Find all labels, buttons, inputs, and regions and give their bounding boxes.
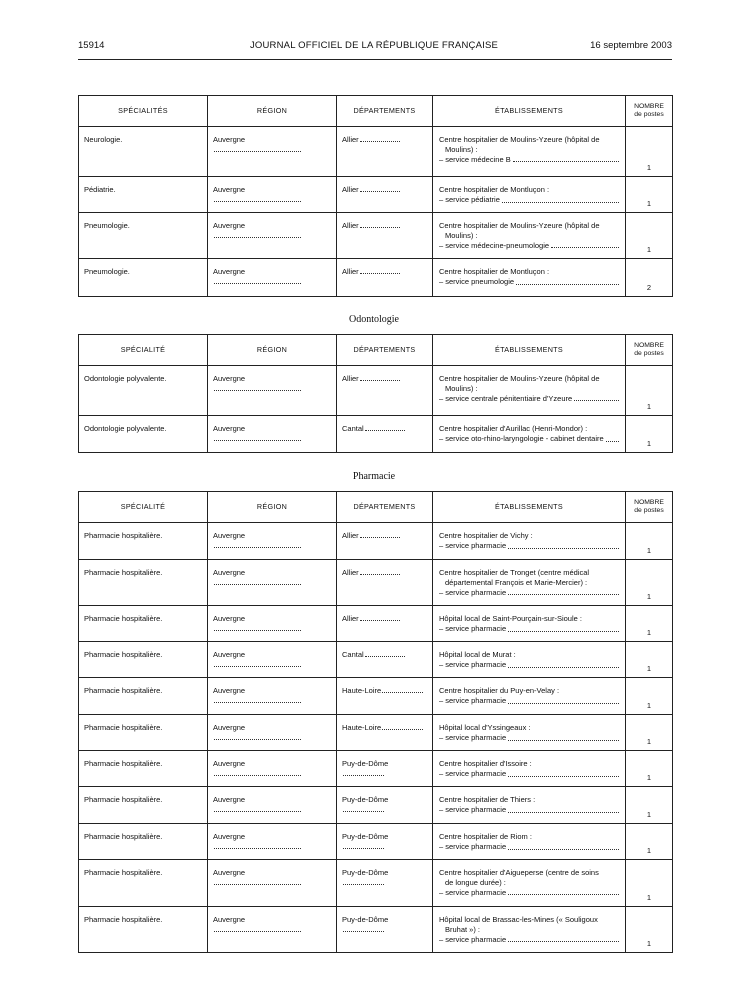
section-title-odontologie: Odontologie: [349, 314, 399, 325]
cell-specialite: Pédiatrie.: [79, 177, 208, 213]
region-text: Auvergne: [213, 795, 246, 804]
cell-departement: [337, 127, 433, 177]
dot-leader: [214, 440, 301, 441]
col-header-specialite: SPÉCIALITÉ: [79, 492, 208, 523]
service-text: – service centrale pénitentiaire d'Yzeure: [439, 393, 573, 403]
dot-leader: [214, 702, 301, 703]
etablissement-line: Centre hospitalier de Moulins-Yzeure (hôpital de: [439, 221, 600, 230]
dot-leader: [508, 842, 619, 850]
service-text: – service pneumologie: [439, 276, 515, 286]
table-row: [79, 751, 673, 787]
dot-leader: [360, 227, 401, 228]
service-line: [439, 624, 619, 634]
cell-etablissement: [433, 715, 626, 751]
departement-text: Cantal: [342, 424, 364, 433]
cell-region: [208, 560, 337, 606]
cell-region: [208, 751, 337, 787]
service-line: [439, 769, 619, 779]
region-text: Auvergne: [213, 759, 246, 768]
cell-nombre: 1: [626, 366, 673, 416]
region-text: Auvergne: [213, 424, 246, 433]
col-header-departements: DÉPARTEMENTS: [337, 96, 433, 127]
dot-leader: [508, 696, 619, 704]
region-text: Auvergne: [213, 650, 246, 659]
cell-departement: [337, 824, 433, 860]
departement-text: Cantal: [342, 650, 364, 659]
dot-leader: [343, 931, 384, 932]
departement-text: Haute-Loire: [342, 723, 382, 732]
departement-text: Haute-Loire: [342, 686, 382, 695]
service-text: – service pharmacie: [439, 841, 507, 851]
cell-departement: [337, 366, 433, 416]
table-row: [79, 606, 673, 642]
dot-leader: [516, 277, 619, 285]
cell-specialite: Pharmacie hospitalière.: [79, 751, 208, 787]
cell-region: [208, 416, 337, 453]
cell-departement: [337, 523, 433, 560]
region-text: Auvergne: [213, 723, 246, 732]
table-row: [79, 416, 673, 453]
dot-leader: [360, 380, 401, 381]
dot-leader: [343, 775, 384, 776]
table-row: [79, 259, 673, 297]
cell-region: [208, 523, 337, 560]
cell-specialite: Neurologie.: [79, 127, 208, 177]
cell-region: [208, 642, 337, 678]
cell-region: [208, 259, 337, 297]
page-number: 15914: [78, 40, 105, 51]
cell-nombre: 1: [626, 715, 673, 751]
service-line: [439, 888, 619, 898]
col-header-nombre: NOMBRE de postes: [626, 96, 673, 127]
cell-specialite: Pneumologie.: [79, 213, 208, 259]
cell-specialite: Pharmacie hospitalière.: [79, 606, 208, 642]
col-header-region: RÉGION: [208, 96, 337, 127]
dot-leader: [214, 848, 301, 849]
service-text: – service pharmacie: [439, 695, 507, 705]
cell-region: [208, 907, 337, 953]
dot-leader: [214, 811, 301, 812]
table-row: [79, 177, 673, 213]
region-text: Auvergne: [213, 568, 246, 577]
service-line: [439, 805, 619, 815]
col-header-nombre: NOMBRE de postes: [626, 335, 673, 366]
etablissement-line: Centre hospitalier de Thiers :: [439, 795, 536, 804]
cell-etablissement: [433, 678, 626, 715]
service-line: [439, 696, 619, 706]
dot-leader: [214, 775, 301, 776]
service-line: [439, 434, 619, 444]
dot-leader: [214, 630, 301, 631]
cell-region: [208, 860, 337, 907]
service-text: – service pharmacie: [439, 659, 507, 669]
cell-nombre: 1: [626, 523, 673, 560]
cell-nombre: 1: [626, 560, 673, 606]
service-text: – service pharmacie: [439, 934, 507, 944]
cell-nombre: 1: [626, 642, 673, 678]
cell-region: [208, 213, 337, 259]
etablissement-line: Centre hospitalier de Moulins-Yzeure (hôpital de: [439, 135, 600, 144]
cell-specialite: Pharmacie hospitalière.: [79, 642, 208, 678]
table-row: [79, 860, 673, 907]
cell-departement: [337, 907, 433, 953]
cell-specialite: Pharmacie hospitalière.: [79, 560, 208, 606]
etablissement-line: Hôpital local de Saint-Pourçain-sur-Sioule :: [439, 614, 582, 623]
service-text: – service médecine-pneumologie: [439, 240, 550, 250]
dot-leader: [508, 769, 619, 777]
cell-departement: [337, 606, 433, 642]
departement-text: Allier: [342, 135, 359, 144]
dot-leader: [513, 155, 619, 163]
dot-leader: [214, 584, 301, 585]
cell-region: [208, 606, 337, 642]
table-specialites: [78, 95, 673, 297]
service-text: – service pharmacie: [439, 623, 507, 633]
dot-leader: [214, 739, 301, 740]
departement-text: Allier: [342, 185, 359, 194]
etablissement-line: départemental François et Marie-Mercier) :: [445, 577, 588, 587]
table-row: [79, 824, 673, 860]
dot-leader: [214, 547, 301, 548]
cell-departement: [337, 259, 433, 297]
cell-departement: [337, 678, 433, 715]
cell-etablissement: [433, 213, 626, 259]
cell-nombre: 1: [626, 787, 673, 824]
departement-text: Puy-de-Dôme: [342, 915, 389, 924]
etablissement-line: Hôpital local d'Yssingeaux :: [439, 723, 531, 732]
dot-leader: [360, 574, 401, 575]
col-header-departements: DÉPARTEMENTS: [337, 492, 433, 523]
cell-departement: [337, 860, 433, 907]
dot-leader: [508, 588, 619, 596]
dot-leader: [606, 434, 619, 442]
dot-leader: [365, 656, 406, 657]
table-row: [79, 678, 673, 715]
cell-region: [208, 678, 337, 715]
departement-text: Allier: [342, 531, 359, 540]
region-text: Auvergne: [213, 614, 246, 623]
cell-region: [208, 824, 337, 860]
etablissement-line: Centre hospitalier de Vichy :: [439, 531, 533, 540]
departement-text: Puy-de-Dôme: [342, 759, 389, 768]
departement-text: Allier: [342, 267, 359, 276]
dot-leader: [502, 195, 619, 203]
cell-specialite: Pharmacie hospitalière.: [79, 787, 208, 824]
dot-leader: [214, 884, 301, 885]
cell-nombre: 1: [626, 824, 673, 860]
region-text: Auvergne: [213, 915, 246, 924]
etablissement-line: Centre hospitalier d'Issoire :: [439, 759, 532, 768]
service-line: [439, 241, 619, 251]
section-title-pharmacie: Pharmacie: [352, 471, 396, 482]
col-header-departements: DÉPARTEMENTS: [337, 335, 433, 366]
service-line: [439, 935, 619, 945]
etablissement-line: Bruhat ») :: [445, 924, 481, 934]
dot-leader: [508, 660, 619, 668]
etablissement-line: Centre hospitalier du Puy-en-Velay :: [439, 686, 560, 695]
departement-text: Puy-de-Dôme: [342, 832, 389, 841]
cell-etablissement: [433, 127, 626, 177]
dot-leader: [508, 805, 619, 813]
etablissement-line: Moulins) :: [445, 383, 478, 393]
region-text: Auvergne: [213, 135, 246, 144]
service-text: – service pharmacie: [439, 768, 507, 778]
cell-specialite: Pharmacie hospitalière.: [79, 678, 208, 715]
service-line: [439, 394, 619, 404]
cell-nombre: 1: [626, 606, 673, 642]
dot-leader: [214, 390, 301, 391]
service-text: – service oto-rhino-laryngologie - cabinet dentaire: [439, 433, 604, 443]
cell-specialite: Odontologie polyvalente.: [79, 366, 208, 416]
service-text: – service pédiatrie: [439, 194, 500, 204]
cell-nombre: 1: [626, 416, 673, 453]
cell-departement: [337, 787, 433, 824]
departement-text: Allier: [342, 614, 359, 623]
col-header-region: RÉGION: [208, 335, 337, 366]
cell-region: [208, 787, 337, 824]
etablissement-line: Hôpital local de Murat :: [439, 650, 516, 659]
service-text: – service pharmacie: [439, 732, 507, 742]
departement-text: Allier: [342, 221, 359, 230]
cell-etablissement: [433, 177, 626, 213]
cell-departement: [337, 751, 433, 787]
dot-leader: [508, 733, 619, 741]
col-header-etablissements: ÉTABLISSEMENTS: [433, 335, 626, 366]
col-header-specialite: SPÉCIALITÉS: [79, 96, 208, 127]
cell-nombre: 1: [626, 860, 673, 907]
dot-leader: [382, 729, 423, 730]
table-row: [79, 560, 673, 606]
departement-text: Puy-de-Dôme: [342, 868, 389, 877]
dot-leader: [343, 848, 384, 849]
departement-text: Allier: [342, 374, 359, 383]
service-line: [439, 842, 619, 852]
dot-leader: [214, 931, 301, 932]
cell-nombre: 1: [626, 907, 673, 953]
dot-leader: [214, 201, 301, 202]
region-text: Auvergne: [213, 832, 246, 841]
service-line: [439, 277, 619, 287]
region-text: Auvergne: [213, 531, 246, 540]
cell-etablissement: [433, 751, 626, 787]
service-text: – service pharmacie: [439, 587, 507, 597]
cell-etablissement: [433, 907, 626, 953]
cell-etablissement: [433, 259, 626, 297]
etablissement-line: de longue durée) :: [445, 877, 506, 887]
dot-leader: [508, 541, 619, 549]
dot-leader: [214, 666, 301, 667]
region-text: Auvergne: [213, 267, 246, 276]
departement-text: Puy-de-Dôme: [342, 795, 389, 804]
service-text: – service pharmacie: [439, 804, 507, 814]
col-header-etablissements: ÉTABLISSEMENTS: [433, 492, 626, 523]
table-row: [79, 127, 673, 177]
dot-leader: [574, 394, 619, 402]
etablissement-line: Centre hospitalier d'Aigueperse (centre de soins: [439, 868, 599, 877]
table-row: [79, 213, 673, 259]
cell-region: [208, 127, 337, 177]
cell-specialite: Pharmacie hospitalière.: [79, 523, 208, 560]
dot-leader: [343, 811, 384, 812]
cell-region: [208, 177, 337, 213]
cell-specialite: Pharmacie hospitalière.: [79, 715, 208, 751]
table-row: [79, 787, 673, 824]
cell-specialite: Pneumologie.: [79, 259, 208, 297]
cell-departement: [337, 715, 433, 751]
etablissement-line: Centre hospitalier de Montluçon :: [439, 267, 550, 276]
dot-leader: [508, 624, 619, 632]
cell-etablissement: [433, 824, 626, 860]
cell-departement: [337, 560, 433, 606]
cell-specialite: Odontologie polyvalente.: [79, 416, 208, 453]
service-text: – service pharmacie: [439, 540, 507, 550]
cell-nombre: 1: [626, 678, 673, 715]
dot-leader: [360, 191, 401, 192]
etablissement-line: Hôpital local de Brassac-les-Mines (« Souligoux: [439, 915, 598, 924]
dot-leader: [360, 273, 401, 274]
cell-etablissement: [433, 860, 626, 907]
table-row: [79, 523, 673, 560]
header-rule: [78, 59, 672, 60]
dot-leader: [551, 241, 619, 249]
col-header-nombre: NOMBRE de postes: [626, 492, 673, 523]
cell-etablissement: [433, 366, 626, 416]
service-line: [439, 541, 619, 551]
region-text: Auvergne: [213, 868, 246, 877]
cell-nombre: 1: [626, 213, 673, 259]
table-odontologie: [78, 334, 673, 453]
col-header-specialite: SPÉCIALITÉ: [79, 335, 208, 366]
departement-text: Allier: [342, 568, 359, 577]
etablissement-line: Centre hospitalier de Moulins-Yzeure (hôpital de: [439, 374, 600, 383]
publication-date: 16 septembre 2003: [590, 40, 672, 51]
dot-leader: [214, 283, 301, 284]
dot-leader: [508, 888, 619, 896]
etablissement-line: Centre hospitalier d'Aurillac (Henri-Mondor) :: [439, 424, 588, 433]
etablissement-line: Moulins) :: [445, 144, 478, 154]
service-line: [439, 733, 619, 743]
service-line: [439, 195, 619, 205]
region-text: Auvergne: [213, 686, 246, 695]
etablissement-line: Centre hospitalier de Montluçon :: [439, 185, 550, 194]
cell-specialite: Pharmacie hospitalière.: [79, 907, 208, 953]
cell-departement: [337, 213, 433, 259]
region-text: Auvergne: [213, 185, 246, 194]
table-pharmacie: [78, 491, 673, 953]
service-text: – service médecine B: [439, 154, 511, 164]
cell-specialite: Pharmacie hospitalière.: [79, 824, 208, 860]
region-text: Auvergne: [213, 374, 246, 383]
cell-nombre: 1: [626, 127, 673, 177]
region-text: Auvergne: [213, 221, 246, 230]
service-line: [439, 155, 619, 165]
cell-region: [208, 715, 337, 751]
table-row: [79, 366, 673, 416]
service-text: – service pharmacie: [439, 887, 507, 897]
dot-leader: [365, 430, 406, 431]
cell-departement: [337, 177, 433, 213]
etablissement-line: Moulins) :: [445, 230, 478, 240]
cell-nombre: 1: [626, 751, 673, 787]
dot-leader: [382, 692, 423, 693]
cell-nombre: 2: [626, 259, 673, 297]
dot-leader: [360, 620, 401, 621]
cell-nombre: 1: [626, 177, 673, 213]
col-header-region: RÉGION: [208, 492, 337, 523]
dot-leader: [214, 237, 301, 238]
table-row: [79, 715, 673, 751]
cell-etablissement: [433, 523, 626, 560]
dot-leader: [360, 537, 401, 538]
dot-leader: [360, 141, 401, 142]
etablissement-line: Centre hospitalier de Riom :: [439, 832, 532, 841]
journal-title: JOURNAL OFFICIEL DE LA RÉPUBLIQUE FRANÇAISE: [249, 40, 499, 51]
table-row: [79, 907, 673, 953]
table-row: [79, 642, 673, 678]
col-header-etablissements: ÉTABLISSEMENTS: [433, 96, 626, 127]
cell-departement: [337, 416, 433, 453]
dot-leader: [508, 935, 619, 943]
cell-etablissement: [433, 787, 626, 824]
cell-etablissement: [433, 642, 626, 678]
service-line: [439, 588, 619, 598]
dot-leader: [343, 884, 384, 885]
cell-specialite: Pharmacie hospitalière.: [79, 860, 208, 907]
dot-leader: [214, 151, 301, 152]
service-line: [439, 660, 619, 670]
cell-region: [208, 366, 337, 416]
etablissement-line: Centre hospitalier de Tronget (centre médical: [439, 568, 590, 577]
cell-etablissement: [433, 416, 626, 453]
cell-departement: [337, 642, 433, 678]
cell-etablissement: [433, 606, 626, 642]
cell-etablissement: [433, 560, 626, 606]
